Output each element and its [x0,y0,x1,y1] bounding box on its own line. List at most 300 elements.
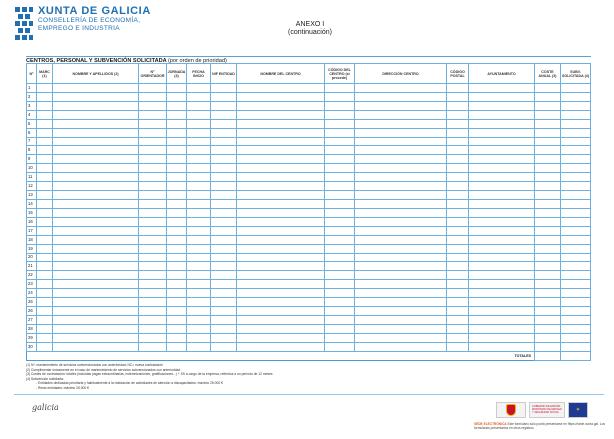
table-cell[interactable] [167,315,187,324]
table-cell[interactable] [561,244,591,253]
table-cell[interactable] [535,155,561,164]
table-cell[interactable] [139,173,167,182]
table-cell[interactable] [53,307,139,316]
table-cell[interactable] [139,298,167,307]
table-cell[interactable] [447,217,469,226]
table-cell[interactable] [447,84,469,93]
table-cell[interactable] [447,208,469,217]
table-cell[interactable] [237,173,325,182]
table-cell[interactable] [355,315,447,324]
table-cell[interactable] [211,333,237,342]
table-cell[interactable] [561,289,591,298]
table-cell[interactable] [561,217,591,226]
table-cell[interactable] [37,324,53,333]
table-cell[interactable] [561,182,591,191]
table-cell[interactable] [139,182,167,191]
table-cell[interactable] [561,298,591,307]
table-cell[interactable] [355,262,447,271]
table-cell[interactable] [561,101,591,110]
table-cell[interactable] [37,226,53,235]
table-cell[interactable] [325,137,355,146]
table-cell[interactable] [325,342,355,351]
table-cell[interactable] [53,253,139,262]
table-cell[interactable] [237,92,325,101]
table-cell[interactable] [167,333,187,342]
table-cell[interactable] [561,191,591,200]
table-cell[interactable] [37,128,53,137]
table-cell[interactable] [237,235,325,244]
table-cell[interactable] [139,262,167,271]
table-cell[interactable] [167,271,187,280]
table-cell[interactable] [211,101,237,110]
table-cell[interactable] [535,253,561,262]
table-cell[interactable] [237,271,325,280]
table-cell[interactable] [187,262,211,271]
table-cell[interactable] [237,342,325,351]
table-cell[interactable] [355,92,447,101]
table-cell[interactable] [187,164,211,173]
table-cell[interactable] [561,137,591,146]
table-cell[interactable] [211,324,237,333]
table-cell[interactable] [167,164,187,173]
table-cell[interactable] [211,92,237,101]
table-cell[interactable] [561,280,591,289]
table-cell[interactable] [469,342,535,351]
table-cell[interactable] [561,226,591,235]
total-subsidy-cell[interactable] [561,351,591,360]
table-cell[interactable] [53,333,139,342]
table-cell[interactable] [211,119,237,128]
table-cell[interactable] [237,199,325,208]
table-cell[interactable] [325,298,355,307]
table-cell[interactable] [469,262,535,271]
table-cell[interactable] [561,155,591,164]
table-cell[interactable] [355,289,447,298]
table-cell[interactable] [211,289,237,298]
table-cell[interactable] [139,333,167,342]
table-cell[interactable] [187,324,211,333]
table-cell[interactable] [53,137,139,146]
table-cell[interactable] [535,217,561,226]
table-cell[interactable] [469,164,535,173]
table-cell[interactable] [469,289,535,298]
table-cell[interactable] [355,324,447,333]
table-cell[interactable] [53,110,139,119]
table-cell[interactable] [325,333,355,342]
table-cell[interactable] [139,342,167,351]
total-cost-cell[interactable] [535,351,561,360]
table-cell[interactable] [37,262,53,271]
table-cell[interactable] [37,191,53,200]
table-cell[interactable] [211,208,237,217]
table-cell[interactable] [139,280,167,289]
table-cell[interactable] [139,92,167,101]
table-cell[interactable] [355,110,447,119]
table-cell[interactable] [561,84,591,93]
table-cell[interactable] [355,244,447,253]
table-cell[interactable] [37,146,53,155]
table-cell[interactable] [469,119,535,128]
table-cell[interactable] [187,137,211,146]
table-cell[interactable] [447,182,469,191]
table-cell[interactable] [447,191,469,200]
table-cell[interactable] [355,235,447,244]
table-cell[interactable] [187,315,211,324]
table-cell[interactable] [355,182,447,191]
table-cell[interactable] [561,262,591,271]
table-cell[interactable] [355,298,447,307]
table-cell[interactable] [469,244,535,253]
table-cell[interactable] [469,199,535,208]
table-cell[interactable] [187,110,211,119]
table-cell[interactable] [139,110,167,119]
table-cell[interactable] [237,191,325,200]
table-cell[interactable] [561,199,591,208]
table-cell[interactable] [535,280,561,289]
table-cell[interactable] [167,226,187,235]
table-cell[interactable] [53,155,139,164]
table-cell[interactable] [561,173,591,182]
table-cell[interactable] [53,173,139,182]
table-cell[interactable] [469,191,535,200]
table-cell[interactable] [187,208,211,217]
table-cell[interactable] [211,253,237,262]
table-cell[interactable] [237,164,325,173]
table-cell[interactable] [167,110,187,119]
table-cell[interactable] [167,289,187,298]
table-cell[interactable] [325,199,355,208]
table-cell[interactable] [211,199,237,208]
table-cell[interactable] [535,307,561,316]
table-cell[interactable] [37,307,53,316]
table-cell[interactable] [139,253,167,262]
table-cell[interactable] [325,208,355,217]
table-cell[interactable] [447,146,469,155]
table-cell[interactable] [237,244,325,253]
table-cell[interactable] [37,280,53,289]
table-cell[interactable] [187,333,211,342]
table-cell[interactable] [325,289,355,298]
table-cell[interactable] [355,271,447,280]
table-cell[interactable] [237,110,325,119]
table-cell[interactable] [53,119,139,128]
table-cell[interactable] [561,307,591,316]
table-cell[interactable] [561,271,591,280]
table-cell[interactable] [447,253,469,262]
table-cell[interactable] [469,271,535,280]
table-cell[interactable] [535,298,561,307]
table-cell[interactable] [355,101,447,110]
table-cell[interactable] [469,226,535,235]
table-cell[interactable] [561,253,591,262]
table-cell[interactable] [167,342,187,351]
table-cell[interactable] [325,217,355,226]
table-cell[interactable] [211,280,237,289]
table-cell[interactable] [37,217,53,226]
table-cell[interactable] [37,119,53,128]
table-cell[interactable] [469,92,535,101]
table-cell[interactable] [211,262,237,271]
table-cell[interactable] [535,262,561,271]
table-cell[interactable] [167,199,187,208]
table-cell[interactable] [355,146,447,155]
table-cell[interactable] [355,191,447,200]
table-cell[interactable] [37,298,53,307]
table-cell[interactable] [447,244,469,253]
table-cell[interactable] [469,137,535,146]
table-cell[interactable] [139,289,167,298]
table-cell[interactable] [469,84,535,93]
table-cell[interactable] [53,146,139,155]
table-cell[interactable] [355,226,447,235]
table-cell[interactable] [325,101,355,110]
table-cell[interactable] [561,315,591,324]
table-cell[interactable] [53,217,139,226]
table-cell[interactable] [139,199,167,208]
table-cell[interactable] [355,119,447,128]
table-cell[interactable] [167,262,187,271]
table-cell[interactable] [211,235,237,244]
table-cell[interactable] [535,128,561,137]
table-cell[interactable] [447,110,469,119]
table-cell[interactable] [535,92,561,101]
table-cell[interactable] [469,110,535,119]
table-cell[interactable] [355,137,447,146]
table-cell[interactable] [325,182,355,191]
table-cell[interactable] [447,164,469,173]
table-cell[interactable] [211,173,237,182]
table-cell[interactable] [535,226,561,235]
table-cell[interactable] [53,244,139,253]
table-cell[interactable] [535,84,561,93]
table-cell[interactable] [167,155,187,164]
table-cell[interactable] [237,333,325,342]
table-cell[interactable] [37,164,53,173]
table-cell[interactable] [535,164,561,173]
table-cell[interactable] [447,119,469,128]
table-cell[interactable] [447,92,469,101]
table-cell[interactable] [53,84,139,93]
table-cell[interactable] [469,128,535,137]
table-cell[interactable] [237,146,325,155]
table-cell[interactable] [139,226,167,235]
table-cell[interactable] [237,137,325,146]
table-cell[interactable] [447,307,469,316]
table-cell[interactable] [447,128,469,137]
table-cell[interactable] [211,110,237,119]
table-cell[interactable] [237,262,325,271]
table-cell[interactable] [469,217,535,226]
table-cell[interactable] [325,191,355,200]
table-cell[interactable] [535,119,561,128]
table-cell[interactable] [561,92,591,101]
table-cell[interactable] [139,137,167,146]
table-cell[interactable] [535,137,561,146]
table-cell[interactable] [37,155,53,164]
table-cell[interactable] [469,253,535,262]
table-cell[interactable] [187,271,211,280]
table-cell[interactable] [187,307,211,316]
table-cell[interactable] [535,324,561,333]
table-cell[interactable] [167,208,187,217]
table-cell[interactable] [167,173,187,182]
table-cell[interactable] [447,280,469,289]
table-cell[interactable] [37,208,53,217]
table-cell[interactable] [37,315,53,324]
table-cell[interactable] [561,128,591,137]
table-cell[interactable] [325,84,355,93]
table-cell[interactable] [139,307,167,316]
table-cell[interactable] [167,128,187,137]
table-cell[interactable] [237,208,325,217]
table-cell[interactable] [187,191,211,200]
table-cell[interactable] [561,146,591,155]
table-cell[interactable] [53,92,139,101]
table-cell[interactable] [325,271,355,280]
table-cell[interactable] [167,191,187,200]
table-cell[interactable] [187,280,211,289]
table-cell[interactable] [139,324,167,333]
table-cell[interactable] [37,92,53,101]
table-cell[interactable] [325,92,355,101]
table-cell[interactable] [535,199,561,208]
table-cell[interactable] [211,298,237,307]
table-cell[interactable] [139,244,167,253]
table-cell[interactable] [469,101,535,110]
table-cell[interactable] [211,84,237,93]
table-cell[interactable] [447,235,469,244]
table-cell[interactable] [187,146,211,155]
table-cell[interactable] [535,173,561,182]
table-cell[interactable] [211,146,237,155]
table-cell[interactable] [167,119,187,128]
table-cell[interactable] [37,199,53,208]
table-cell[interactable] [237,155,325,164]
table-cell[interactable] [561,342,591,351]
table-cell[interactable] [535,208,561,217]
table-cell[interactable] [561,164,591,173]
table-cell[interactable] [469,182,535,191]
table-cell[interactable] [469,298,535,307]
table-cell[interactable] [355,84,447,93]
table-cell[interactable] [355,155,447,164]
table-cell[interactable] [447,155,469,164]
table-cell[interactable] [237,307,325,316]
table-cell[interactable] [139,208,167,217]
table-cell[interactable] [37,110,53,119]
table-cell[interactable] [469,280,535,289]
table-cell[interactable] [237,226,325,235]
table-cell[interactable] [325,146,355,155]
table-cell[interactable] [167,182,187,191]
table-cell[interactable] [355,280,447,289]
table-cell[interactable] [187,342,211,351]
table-cell[interactable] [447,173,469,182]
table-cell[interactable] [187,101,211,110]
table-cell[interactable] [325,315,355,324]
table-cell[interactable] [469,235,535,244]
table-cell[interactable] [187,298,211,307]
table-cell[interactable] [355,333,447,342]
table-cell[interactable] [535,235,561,244]
table-cell[interactable] [37,289,53,298]
table-cell[interactable] [447,101,469,110]
table-cell[interactable] [237,84,325,93]
table-cell[interactable] [237,253,325,262]
table-cell[interactable] [139,155,167,164]
table-cell[interactable] [211,155,237,164]
table-cell[interactable] [447,199,469,208]
table-cell[interactable] [535,110,561,119]
table-cell[interactable] [237,182,325,191]
table-cell[interactable] [37,235,53,244]
table-cell[interactable] [325,110,355,119]
table-cell[interactable] [237,289,325,298]
table-cell[interactable] [535,182,561,191]
table-cell[interactable] [237,324,325,333]
table-cell[interactable] [447,333,469,342]
table-cell[interactable] [53,280,139,289]
table-cell[interactable] [325,262,355,271]
table-cell[interactable] [37,84,53,93]
table-cell[interactable] [237,315,325,324]
table-cell[interactable] [37,101,53,110]
table-cell[interactable] [37,182,53,191]
table-cell[interactable] [325,173,355,182]
table-cell[interactable] [355,208,447,217]
table-cell[interactable] [187,226,211,235]
table-cell[interactable] [53,271,139,280]
table-cell[interactable] [469,146,535,155]
table-cell[interactable] [561,235,591,244]
table-cell[interactable] [237,298,325,307]
table-cell[interactable] [355,217,447,226]
table-cell[interactable] [37,333,53,342]
table-cell[interactable] [535,342,561,351]
table-cell[interactable] [447,271,469,280]
table-cell[interactable] [53,235,139,244]
table-cell[interactable] [355,173,447,182]
table-cell[interactable] [187,128,211,137]
table-cell[interactable] [535,244,561,253]
table-cell[interactable] [535,101,561,110]
table-cell[interactable] [139,164,167,173]
table-cell[interactable] [325,235,355,244]
table-cell[interactable] [187,173,211,182]
table-cell[interactable] [211,226,237,235]
table-cell[interactable] [53,226,139,235]
table-cell[interactable] [447,298,469,307]
table-cell[interactable] [139,84,167,93]
table-cell[interactable] [325,280,355,289]
table-cell[interactable] [355,199,447,208]
table-cell[interactable] [211,315,237,324]
table-cell[interactable] [211,137,237,146]
table-cell[interactable] [53,164,139,173]
table-cell[interactable] [211,342,237,351]
table-cell[interactable] [187,253,211,262]
table-cell[interactable] [53,324,139,333]
table-cell[interactable] [37,271,53,280]
table-cell[interactable] [355,164,447,173]
table-cell[interactable] [237,119,325,128]
table-cell[interactable] [187,199,211,208]
table-cell[interactable] [139,128,167,137]
table-cell[interactable] [187,155,211,164]
table-cell[interactable] [561,324,591,333]
table-cell[interactable] [167,101,187,110]
table-cell[interactable] [187,289,211,298]
